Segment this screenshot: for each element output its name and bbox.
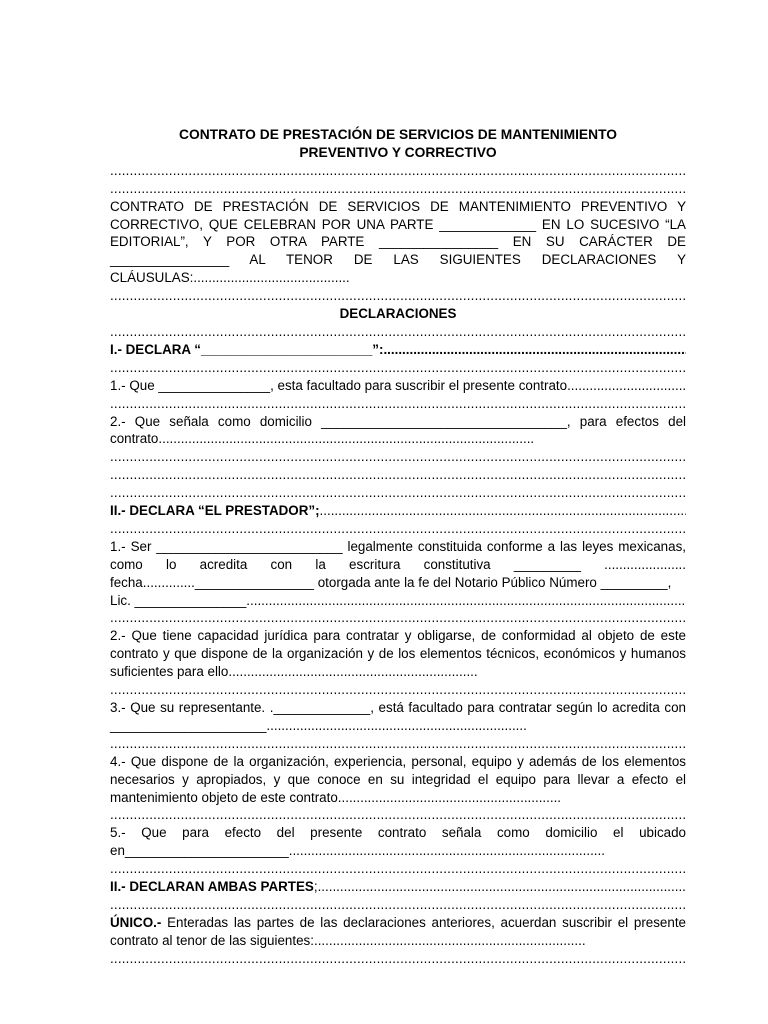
section1-heading: I.- DECLARA “_______________________”: ..... — [110, 341, 686, 359]
dot-leader: ......................................................................... — [313, 932, 586, 948]
section3-heading: II.- DECLARAN AMBAS PARTES — [110, 879, 314, 895]
intro-paragraph — [110, 198, 686, 288]
dotted-separator — [110, 323, 686, 341]
section1-item2: 2.- Que señala como domicilio _________________________________, para efectos del contrato..................................................................................................... — [110, 413, 686, 447]
dot-leader: ................................................................... — [228, 664, 478, 680]
dotted-separator — [110, 520, 686, 538]
contract-document — [110, 126, 686, 968]
dotted-separator — [110, 609, 686, 627]
title-line-1: CONTRATO DE PRESTACIÓN DE SERVICIOS DE MANTENIMIENTO — [179, 127, 617, 142]
intro-text: CONTRATO DE PRESTACIÓN DE SERVICIOS DE MANTENIMIENTO PREVENTIVO Y CORRECTIVO, QUE CELEBRAN POR UNA PARTE _____________ EN LO SUCESIVO “LA EDITORIAL”, Y POR OTRA PARTE ________________ EN SU CARÁCTER DE ________________ AL TENOR DE LAS SIGUIENTES DECLARACIONES Y CLÁUSULAS: — [110, 198, 686, 286]
dot-leader: ............................................................ — [337, 789, 562, 805]
dotted-separator — [110, 806, 686, 824]
dotted-separator — [110, 359, 686, 377]
section2-item1: 1.- Ser _________________________ legalmente constituida conforme a las leyes mexicanas, como lo acredita con la escritura constitutiva _________ ...................... fecha..............________________ otorgada ante la fe del Notario Público Número _________, — [110, 538, 686, 590]
dotted-separator — [110, 162, 686, 180]
section2-item3: 3.- Que su representante. ._____________, está facultado para contratar según lo acredita con _____________________...................................................................... — [110, 700, 686, 733]
dot-leader: ..................................................................................... — [288, 843, 605, 859]
dotted-separator — [110, 950, 686, 968]
section2-item1-lic: Lic. _______________ ..... — [110, 592, 686, 610]
title-line-2: PREVENTIVO Y CORRECTIVO — [299, 144, 497, 160]
dotted-separator — [110, 287, 686, 305]
unico-paragraph — [110, 914, 686, 950]
unico-label: ÚNICO.- — [110, 914, 162, 930]
dot-leader: ..................................................................................................... — [158, 431, 535, 447]
dotted-separator — [110, 395, 686, 413]
declaraciones-heading: DECLARACIONES — [339, 306, 457, 322]
dotted-separator — [110, 896, 686, 914]
unico-text: Enteradas las partes de las declaraciones anteriores, acuerdan suscribir el presente contrato al tenor de las siguientes: — [110, 914, 686, 948]
section2-item4: 4.- Que dispone de la organización, experiencia, personal, equipo y además de los elementos necesarios y apropiados, y que conoce en su integridad el equipo para llevar a efecto el mantenimiento objeto de este contrato............................................................ — [110, 753, 686, 805]
dotted-separator — [110, 466, 686, 484]
section2-item5: 5.- Que para efecto del presente contrato señala como domicilio el ubicado en______________________..................................................................................... — [110, 825, 686, 859]
dotted-separator — [110, 484, 686, 502]
dotted-separator — [110, 180, 686, 198]
section2-item2: 2.- Que tiene capacidad jurídica para contratar y obligarse, de conformidad al objeto de este contrato y que dispone de la organización y de los elementos técnicos, económicos y humanos suficientes para ello................................................................... — [110, 628, 686, 680]
section2-heading-line — [110, 502, 686, 520]
document-title — [110, 126, 686, 162]
dot-leader: ...................................................................... — [266, 717, 527, 733]
section2-heading: II.- DECLARA “EL PRESTADOR”; — [110, 503, 320, 519]
section3-heading-suffix: ; — [313, 879, 318, 895]
section3-heading-line — [110, 878, 686, 896]
section1-item1: 1.- Que _______________, esta facultado para suscribir el presente contrato ..... — [110, 377, 686, 395]
dotted-separator — [110, 860, 686, 878]
dotted-separator — [110, 735, 686, 753]
dotted-separator — [110, 448, 686, 466]
dot-leader: .......................................... — [193, 270, 350, 286]
dotted-separator — [110, 681, 686, 699]
